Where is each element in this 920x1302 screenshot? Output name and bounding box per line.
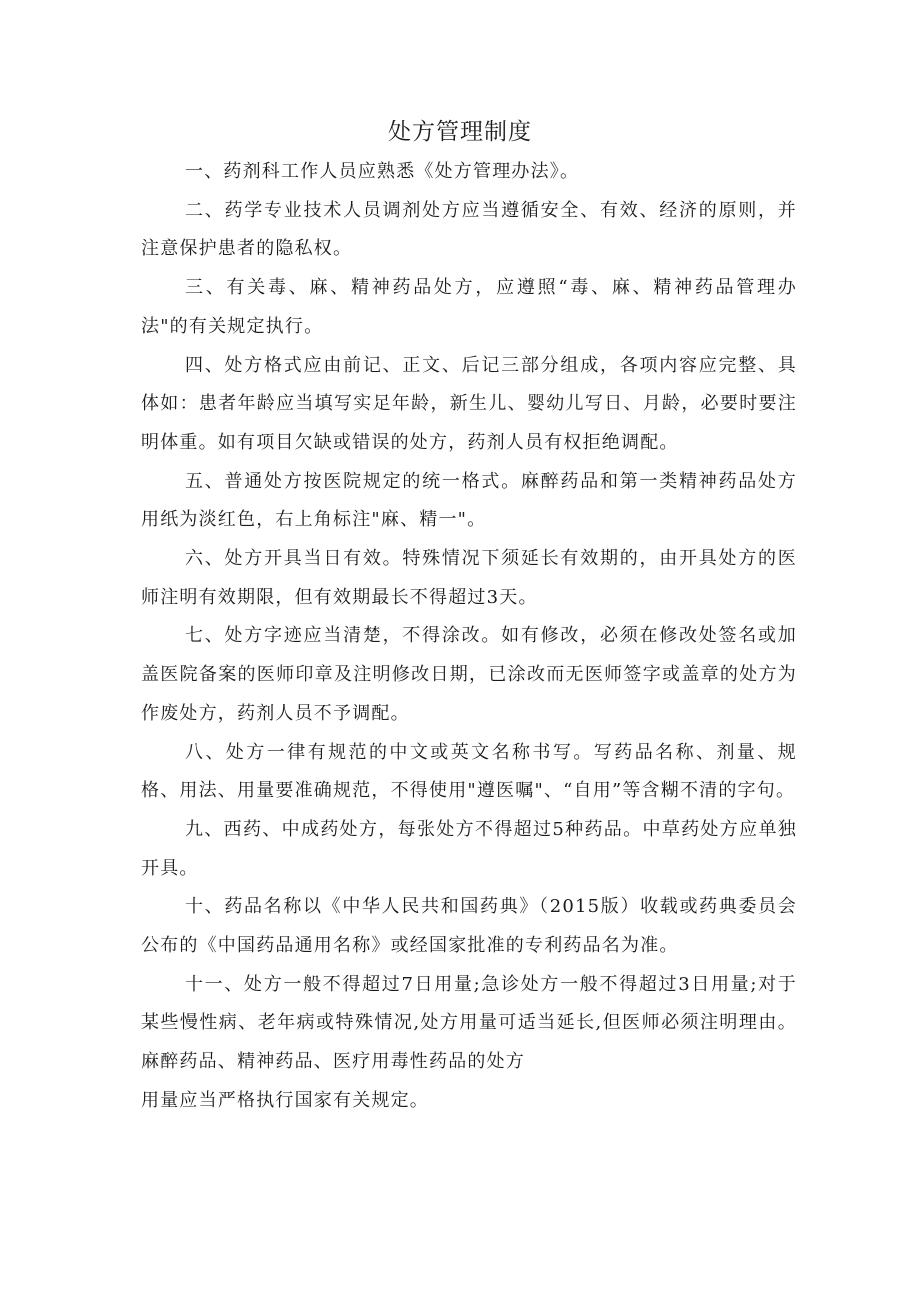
paragraph-2: 二、药学专业技术人员调剂处方应当遵循安全、有效、经济的原则，并注意保护患者的隐私权。 — [141, 199, 797, 260]
paragraph-8: 八、处方一律有规范的中文或英文名称书写。写药品名称、剂量、规格、用法、用量要准确规范，不得使用"遵医嘱"、“自用”等含糊不清的字句。 — [141, 741, 797, 802]
paragraph-9: 九、西药、中成药处方，每张处方不得超过5种药品。中草药处方应单独开具。 — [141, 818, 797, 879]
paragraph-4: 四、处方格式应由前记、正文、后记三部分组成，各项内容应完整、具体如：患者年龄应当填写实足年龄，新生儿、婴幼儿写日、月龄，必要时要注明体重。如有项目欠缺或错误的处方，药剂人员有权拒绝调配。 — [141, 354, 797, 453]
paragraph-11-continuation: 用量应当严格执行国家有关规定。 — [141, 1089, 429, 1111]
paragraph-6: 六、处方开具当日有效。特殊情况下须延长有效期的，由开具处方的医师注明有效期限，但有效期最长不得超过3天。 — [141, 548, 797, 608]
paragraph-3: 三、有关毒、麻、精神药品处方，应遵照“毒、麻、精神药品管理办法"的有关规定执行。 — [141, 277, 797, 337]
paragraph-7: 七、处方字迹应当清楚，不得涂改。如有修改，必须在修改处签名或加盖医院备案的医师印章及注明修改日期，已涂改而无医师签字或盖章的处方为作废处方，药剂人员不予调配。 — [141, 625, 797, 724]
paragraph-5: 五、普通处方按医院规定的统一格式。麻醉药品和第一类精神药品处方用纸为淡红色，右上角标注"麻、精一"。 — [141, 470, 797, 531]
paragraph-10: 十、药品名称以《中华人民共和国药典》（2015版）收载或药典委员会公布的《中国药品通用名称》或经国家批准的专利药品名为准。 — [141, 896, 797, 957]
document-body — [141, 153, 797, 1121]
paragraph-1: 一、药剂科工作人员应熟悉《处方管理办法》。 — [185, 161, 580, 182]
paragraph-11: 十一、处方一般不得超过7日用量;急诊处方一般不得超过3日用量;对于某些慢性病、老年病或特殊情况,处方用量可适当延长,但医师必须注明理由。麻醉药品、精神药品、医疗用毒性药品的处方 — [141, 973, 797, 1073]
document-title: 处方管理制度 — [388, 119, 532, 145]
